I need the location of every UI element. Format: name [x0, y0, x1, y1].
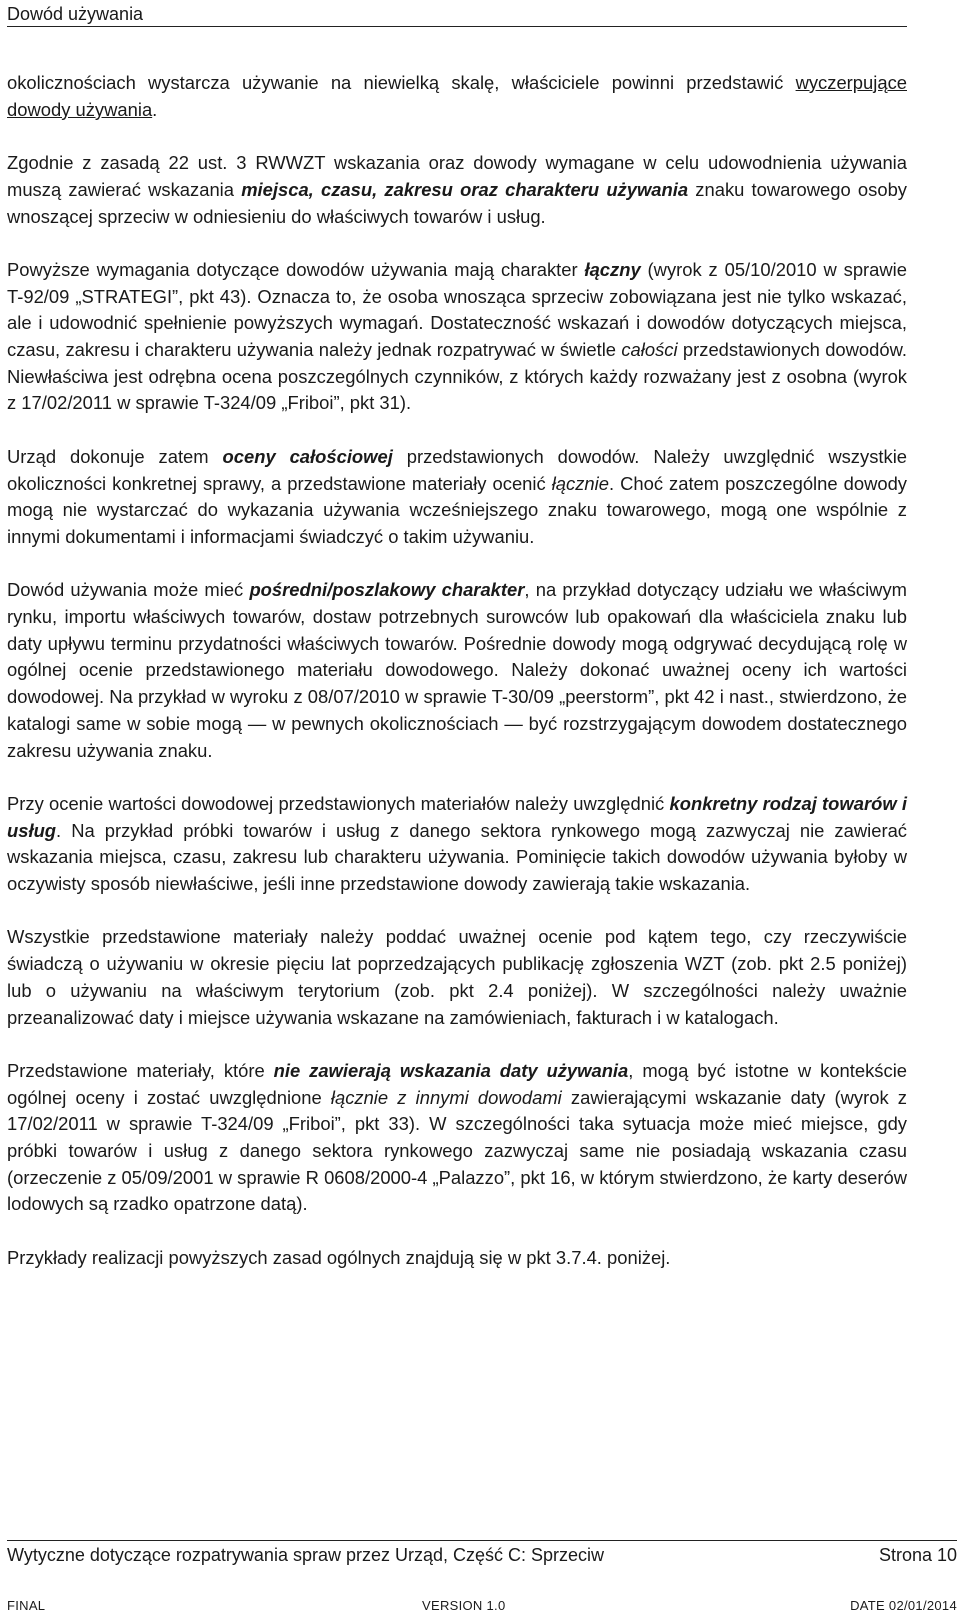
paragraph-text: .: [152, 98, 158, 120]
body-paragraph: [7, 924, 907, 1031]
footer-document-title: Wytyczne dotyczące rozpatrywania spraw przez Urząd, Część C: Sprzeciw: [7, 1545, 605, 1565]
body-paragraph: [7, 444, 907, 551]
paragraph-text: , mogą być istotne w kontekście ogólnej oceny i zostać uwzględnione: [7, 1059, 908, 1108]
body-paragraph: [7, 577, 907, 764]
emphasized-text: wyczerpujące dowody używania: [7, 72, 907, 120]
footer-date: DATE 02/01/2014: [850, 1598, 957, 1613]
paragraph-text: Urząd dokonuje zatem: [7, 445, 223, 467]
body-paragraph: [7, 1245, 907, 1272]
body-paragraph: [7, 150, 907, 230]
paragraph-text: (wyrok z 05/10/2010 w sprawie T-92/09 „STRATEGI”, pkt 43). Oznacza to, że osoba wnosząca sprzeciw zobowiązana jest nie tylko wskazać, ale i udowodnić spełnienie powyższych wymagań. Dostateczność wskazań i dowodów dotyczących miejsca, czasu, zakresu i charakteru używania należy jednak rozpatrywać w świetle: [7, 258, 907, 360]
document-body: [7, 70, 907, 1298]
footer-version: VERSION 1.0: [422, 1598, 506, 1613]
paragraph-text: , na przykład dotyczący udziału we właściwym rynku, importu właściwych towarów, dostaw potrzebnych surowców lub opakowań dla właściciela znaku lub daty upływu terminu przydatności właściwych towarów. Pośrednie dowody mogą odgrywać decydującą rolę w ogólnej ocenie przedstawionego materiału dowodowego. Należy dokonać uważnej oceny ich wartości dowodowej. Na przykład w wyroku z 08/07/2010 w sprawie T-30/09 „peerstorm”, pkt 42 i nast., stwierdzono, że katalogi same w sobie mogą — w pewnych okolicznościach — być rozstrzygającym dowodem dostatecznego zakresu używania znaku.: [7, 579, 907, 761]
paragraph-text: okolicznościach wystarcza używanie na niewielką skalę, właściciele powinni przedstawić: [7, 72, 796, 93]
paragraph-text: Wszystkie przedstawione materiały należy poddać uważnej ocenie pod kątem tego, czy rzeczywiście świadczą o używaniu w okresie pięciu lat poprzedzających publikację zgłoszenia WZT (zob. pkt 2.5 poniżej) lub o używaniu na właściwym terytorium (zob. pkt 2.4 poniżej). W szczególności należy uważnie przeanalizować daty i miejsce używania wskazane na zamówieniach, fakturach i w katalogach.: [7, 926, 907, 1028]
emphasized-text: miejsca, czasu, zakresu oraz charakteru używania: [241, 178, 689, 200]
body-paragraph: [7, 1058, 907, 1218]
paragraph-text: znaku towarowego osoby wnoszącej sprzeciw w odniesieniu do właściwych towarów i usług.: [7, 178, 907, 227]
running-header: [7, 0, 907, 27]
body-paragraph: [7, 791, 907, 898]
footer-page-number: Strona 10: [878, 1545, 957, 1565]
emphasized-text: pośredni/poszlakowy charakter: [249, 579, 525, 601]
footer-divider: [7, 1540, 957, 1541]
paragraph-text: przedstawionych dowodów. Należy uwzględnić wszystkie okoliczności konkretnej sprawy, a przedstawione materiały ocenić: [7, 445, 908, 494]
emphasized-text: konkretny rodzaj towarów i usług: [7, 792, 908, 841]
emphasized-text: całości: [621, 339, 678, 360]
paragraph-text: Przedstawione materiały, które: [7, 1059, 274, 1081]
paragraph-text: zawierającymi wskazanie daty (wyrok z 17/02/2011 w sprawie T-324/09 „Friboi”, pkt 33). W szczególności taka sytuacja może mieć miejsce, gdy próbki towarów i usług z danego sektora rynkowego zazwyczaj same nie posiadają wskazania czasu (orzeczenie z 05/09/2001 w sprawie R 0608/2000-4 „Palazzo”, pkt 16, w którym stwierdzono, że karty deserów lodowych są rzadko opatrzone datą).: [7, 1086, 907, 1215]
paragraph-text: . Choć zatem poszczególne dowody mogą nie wystarczać do wykazania używania wcześniejszego znaku towarowego, mogą one wspólnie z innymi dokumentami i informacjami świadczyć o takim używaniu.: [7, 472, 907, 547]
body-paragraph: [7, 70, 907, 123]
paragraph-text: Dowód używania może mieć: [7, 579, 250, 601]
header-title: Dowód używania: [7, 4, 144, 24]
body-paragraph: [7, 257, 907, 417]
paragraph-text: . Na przykład próbki towarów i usług z danego sektora rynkowego mogą zazwyczaj nie zawierać wskazania miejsca, czasu, zakresu lub charakteru używania. Pominięcie takich dowodów używania byłoby w oczywisty sposób niewłaściwe, jeśli inne przedstawione dowody zawierają takie wskazania.: [7, 819, 907, 895]
emphasized-text: oceny całościowej: [222, 445, 393, 467]
paragraph-text: Powyższe wymagania dotyczące dowodów używania mają charakter: [7, 258, 585, 280]
emphasized-text: łączny: [584, 258, 641, 280]
paragraph-text: przedstawionych dowodów. Niewłaściwa jest odrębna ocena poszczególnych czynników, z których każdy rozważany jest z osobna (wyrok z 17/02/2011 w sprawie T-324/09 „Friboi”, pkt 31).: [7, 339, 907, 414]
paragraph-text: Przy ocenie wartości dowodowej przedstawionych materiałów należy uwzględnić: [7, 792, 670, 814]
emphasized-text: łącznie: [551, 472, 609, 494]
paragraph-text: Zgodnie z zasadą 22 ust. 3 RWWZT wskazania oraz dowody wymagane w celu udowodnienia używania muszą zawierać wskazania: [7, 152, 907, 200]
paragraph-text: Przykłady realizacji powyższych zasad ogólnych znajdują się w pkt 3.7.4. poniżej.: [7, 1246, 671, 1268]
emphasized-text: łącznie z innymi dowodami: [330, 1086, 562, 1108]
footer-status: FINAL: [7, 1598, 46, 1613]
emphasized-text: nie zawierają wskazania daty używania: [273, 1059, 629, 1081]
